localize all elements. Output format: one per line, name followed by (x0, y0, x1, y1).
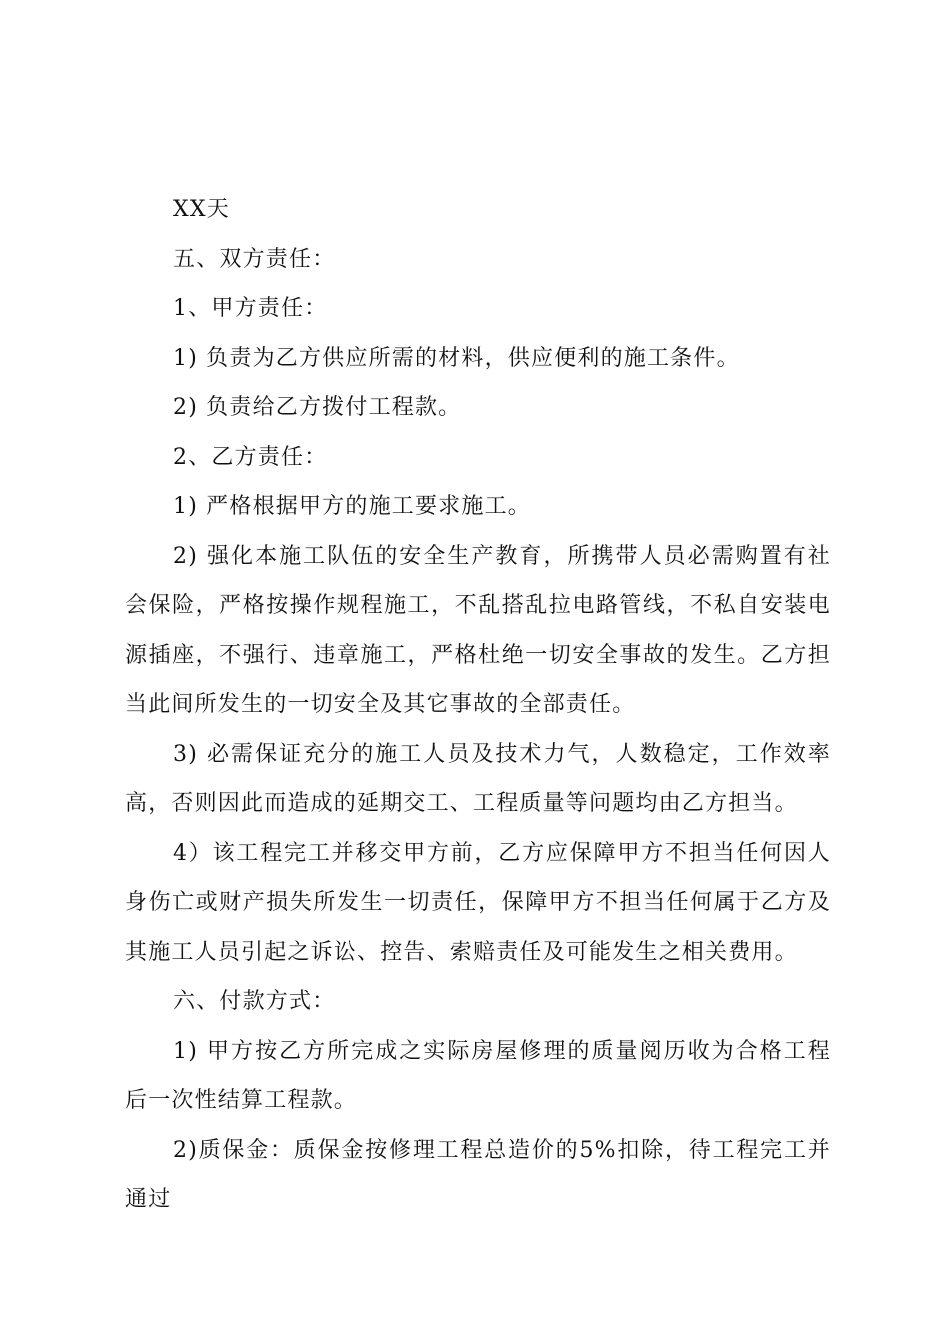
subheading-party-b: 2、乙方责任： (173, 444, 328, 470)
party-a-item-2: 2) 负责给乙方拨付工程款。 (173, 395, 462, 420)
party-b-item-4: 4）该工程完工并移交甲方前，乙方应保障甲方不担当任何因人身伤亡或财产损失所发生一切责任，保障甲方不担当任何属于乙方及其施工人员引起之诉讼、控告、索赔责任及可能发生之相关费用。 (125, 840, 831, 965)
party-b-item-2: 2) 强化本施工队伍的安全生产教育，所携带人员必需购置有社会保险，严格按操作规程施工，不乱搭乱拉电路管线，不私自安装电源插座，不强行、违章施工，严格杜绝一切安全事故的发生。乙方担当此间所发生的一切安全及其它事故的全部责任。 (125, 543, 831, 717)
document-body (125, 185, 831, 1225)
party-b-item-3: 3) 必需保证充分的施工人员及技术力气，人数稳定，工作效率高，否则因此而造成的延期交工、工程质量等问题均由乙方担当。 (125, 741, 831, 816)
duration-line: XX天 (173, 197, 230, 222)
payment-item-2: 2)质保金：质保金按修理工程总造价的5%扣除，待工程完工并通过 (125, 1137, 831, 1212)
party-a-item-1: 1) 负责为乙方供应所需的材料，供应便利的施工条件。 (173, 345, 740, 371)
subheading-party-a: 1、甲方责任： (173, 296, 328, 321)
section-heading-responsibilities: 五、双方责任： (173, 246, 336, 272)
party-b-item-1: 1) 严格根据甲方的施工要求施工。 (173, 494, 531, 519)
section-heading-payment: 六、付款方式： (173, 989, 336, 1014)
payment-item-1: 1) 甲方按乙方所完成之实际房屋修理的质量阅历收为合格工程后一次性结算工程款。 (125, 1038, 831, 1113)
